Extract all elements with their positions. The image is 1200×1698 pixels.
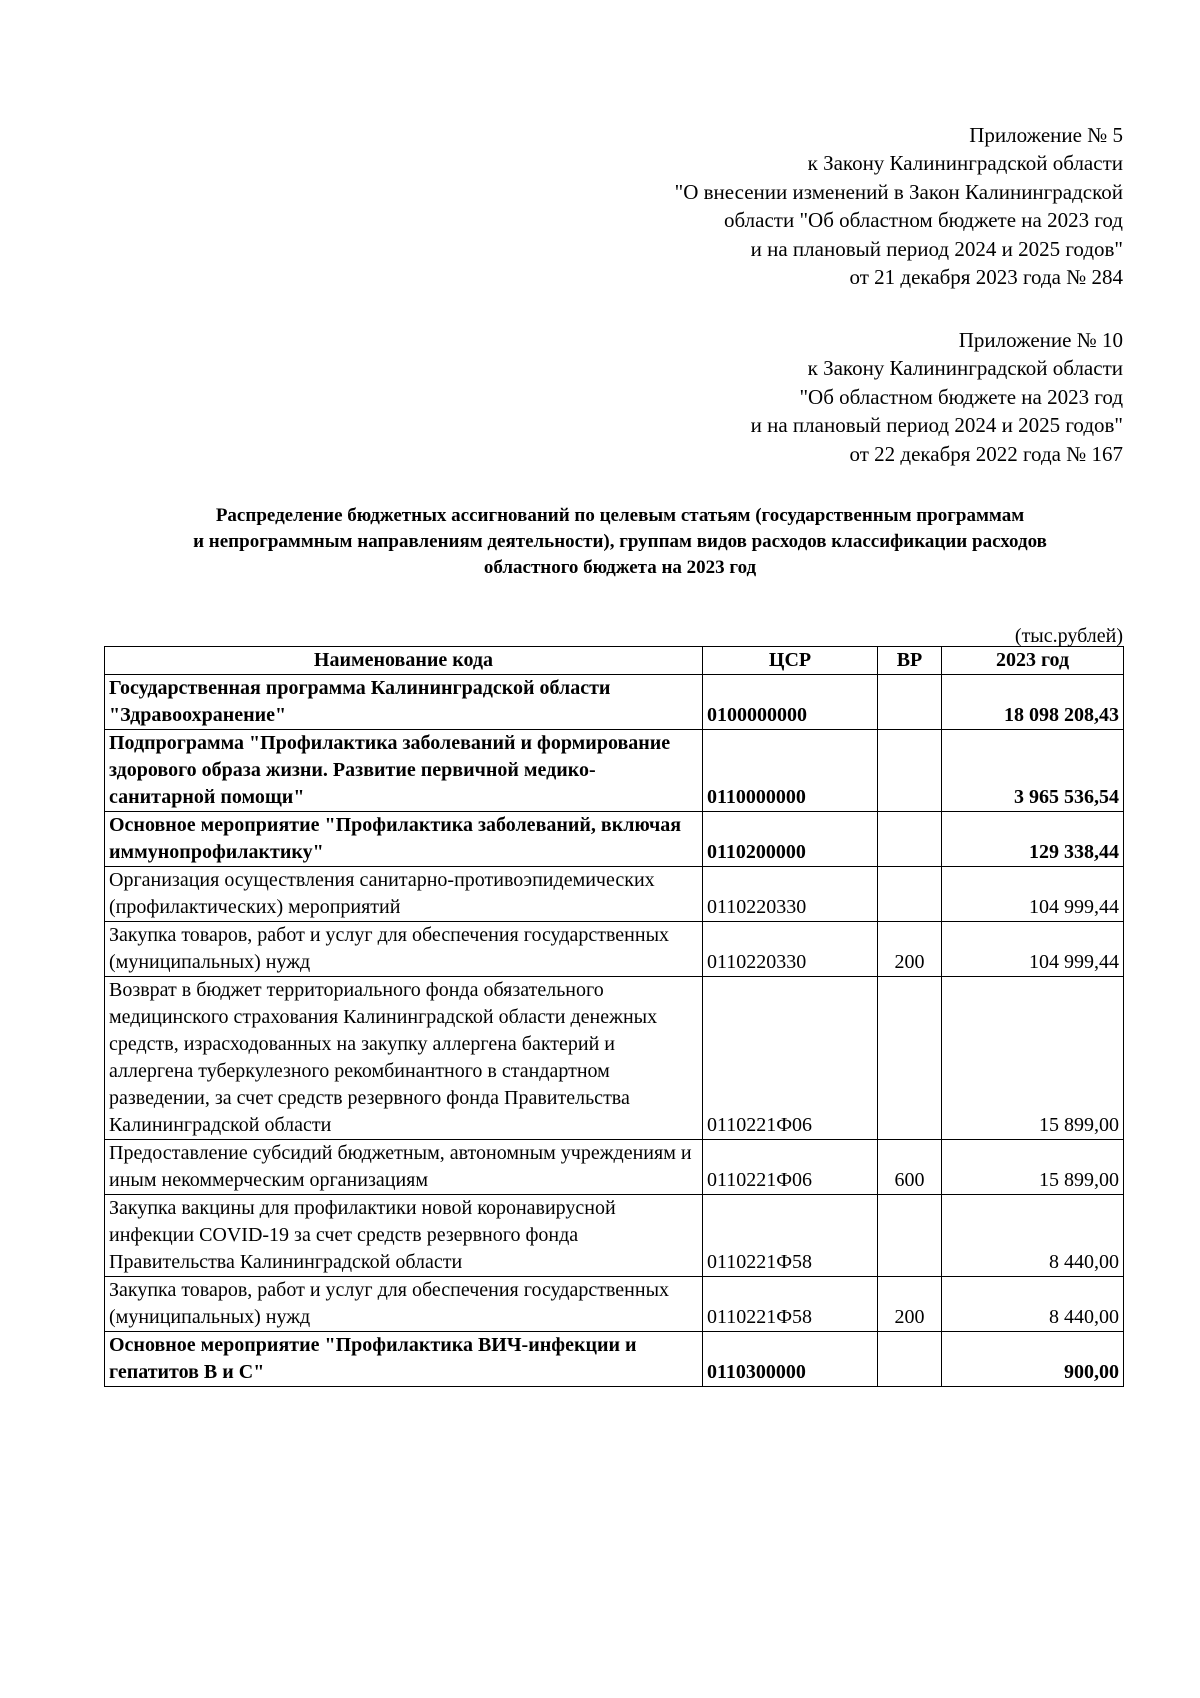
table-row <box>105 867 1124 922</box>
appendix-5-line6: от 21 декабря 2023 года № 284 <box>849 265 1123 290</box>
row-name: Закупка вакцины для профилактики новой коронавирусной инфекции COVID-19 за счет средств резервного фонда Правительства Калининградской области <box>105 1195 703 1277</box>
title-line1: Распределение бюджетных ассигнований по целевым статьям (государственным программам <box>215 505 1025 526</box>
row-code: 0110220330 <box>703 922 878 977</box>
row-code: 0110220330 <box>703 867 878 922</box>
table-row <box>105 812 1124 867</box>
appendix-10-line3: "Об областном бюджете на 2023 год <box>799 384 1123 409</box>
row-code: 0110200000 <box>703 812 878 867</box>
units-label: (тыс.рублей) <box>1014 625 1123 647</box>
row-vr <box>878 977 942 1140</box>
row-name: Основное мероприятие "Профилактика ВИЧ-инфекции и гепатитов В и С" <box>105 1332 703 1387</box>
row-vr <box>878 812 942 867</box>
row-code: 0110221Ф58 <box>703 1277 878 1332</box>
appendix-5-line3: "О внесении изменений в Закон Калининградской <box>674 179 1123 204</box>
row-amount: 900,00 <box>942 1332 1124 1387</box>
row-name: Возврат в бюджет территориального фонда обязательного медицинского страхования Калининградской области денежных средств, израсходованных на закупку аллергена бактерий и аллергена туберкулезного рекомбинантного в стандартном разведении, за счет средств резервного фонда Правительства Калининградской области <box>105 977 703 1140</box>
row-amount: 18 098 208,43 <box>942 675 1124 730</box>
row-name: Предоставление субсидий бюджетным, автономным учреждениям и иным некоммерческим организациям <box>105 1140 703 1195</box>
row-amount: 129 338,44 <box>942 812 1124 867</box>
row-amount: 8 440,00 <box>942 1277 1124 1332</box>
appendix-10-line2: к Закону Калининградской области <box>807 356 1123 381</box>
appendix-5-line4: области "Об областном бюджете на 2023 год <box>724 208 1123 233</box>
row-code: 0110221Ф58 <box>703 1195 878 1277</box>
appendix-5-line5: и на плановый период 2024 и 2025 годов" <box>750 236 1123 261</box>
table-row <box>105 1195 1124 1277</box>
appendix-5-line1: Приложение № 5 <box>969 123 1123 147</box>
row-name: Государственная программа Калининградской области "Здравоохранение" <box>105 675 703 730</box>
row-code: 0110300000 <box>703 1332 878 1387</box>
table-row <box>105 675 1124 730</box>
header-name: Наименование кода <box>105 647 703 675</box>
row-code: 0100000000 <box>703 675 878 730</box>
row-code: 0110221Ф06 <box>703 1140 878 1195</box>
header-amount: 2023 год <box>942 647 1124 675</box>
table-row <box>105 1332 1124 1387</box>
table-row <box>105 977 1124 1140</box>
row-vr <box>878 730 942 812</box>
row-amount: 15 899,00 <box>942 1140 1124 1195</box>
row-code: 0110221Ф06 <box>703 977 878 1140</box>
appendix-5-line2: к Закону Калининградской области <box>807 151 1123 176</box>
row-vr <box>878 1195 942 1277</box>
row-vr <box>878 1332 942 1387</box>
header-vr: ВР <box>878 647 942 675</box>
row-vr <box>878 675 942 730</box>
header-csr: ЦСР <box>703 647 878 675</box>
appendix-10-line1: Приложение № 10 <box>958 328 1123 352</box>
row-vr: 200 <box>878 1277 942 1332</box>
row-name: Организация осуществления санитарно-противоэпидемических (профилактических) мероприятий <box>105 867 703 922</box>
row-code: 0110000000 <box>703 730 878 812</box>
row-name: Основное мероприятие "Профилактика заболеваний, включая иммунопрофилактику" <box>105 812 703 867</box>
title-line3: областного бюджета на 2023 год <box>483 557 757 578</box>
row-amount: 104 999,44 <box>942 867 1124 922</box>
table-row <box>105 730 1124 812</box>
budget-table <box>104 646 1124 1387</box>
row-amount: 15 899,00 <box>942 977 1124 1140</box>
table-row <box>105 922 1124 977</box>
title-line2: и непрограммным направлениям деятельности), группам видов расходов классификации расходов <box>193 531 1047 552</box>
row-name: Закупка товаров, работ и услуг для обеспечения государственных (муниципальных) нужд <box>105 1277 703 1332</box>
table-header-row <box>105 647 1124 675</box>
row-amount: 8 440,00 <box>942 1195 1124 1277</box>
row-vr <box>878 867 942 922</box>
table-row <box>105 1140 1124 1195</box>
document-title <box>100 503 1140 581</box>
table-row <box>105 1277 1124 1332</box>
row-amount: 104 999,44 <box>942 922 1124 977</box>
appendix-10-line4: и на плановый период 2024 и 2025 годов" <box>750 413 1123 438</box>
row-amount: 3 965 536,54 <box>942 730 1124 812</box>
appendix-5-header <box>675 121 1123 291</box>
row-vr: 600 <box>878 1140 942 1195</box>
row-name: Закупка товаров, работ и услуг для обеспечения государственных (муниципальных) нужд <box>105 922 703 977</box>
appendix-10-line5: от 22 декабря 2022 года № 167 <box>849 441 1123 466</box>
row-name: Подпрограмма "Профилактика заболеваний и формирование здорового образа жизни. Развитие первичной медико-санитарной помощи" <box>105 730 703 812</box>
row-vr: 200 <box>878 922 942 977</box>
appendix-10-header <box>751 326 1123 468</box>
